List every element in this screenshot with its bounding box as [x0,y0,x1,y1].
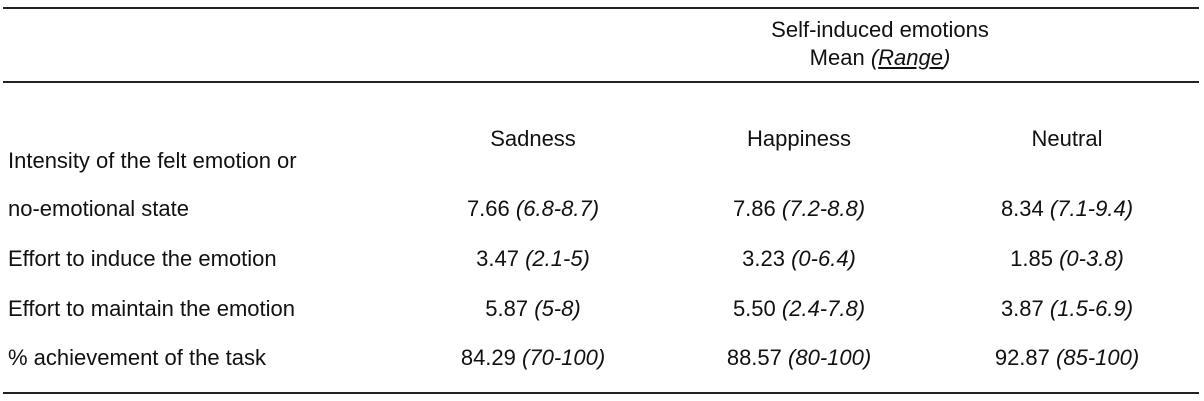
row-label: Effort to induce the emotion [8,246,277,271]
column-group-subtitle: Mean (Range) [809,45,951,70]
table-cell: 88.57 (80-100) [726,345,872,370]
table-cell: 3.47 (2.1-5) [476,246,590,271]
table-cell: 3.23 (0-6.4) [742,246,856,271]
table-cell: 7.86 (7.2-8.8) [732,196,866,221]
header-rule [3,81,1199,83]
range-word: Range [878,45,943,70]
row-label: % achievement of the task [8,345,267,370]
column-header-happiness: Happiness [747,126,851,151]
column-header-sadness: Sadness [490,126,576,151]
table-cell: 3.87 (1.5-6.9) [1000,296,1134,321]
table-cell: 1.85 (0-3.8) [1010,246,1124,271]
table-bottom-rule [3,392,1199,394]
table-cell: 5.50 (2.4-7.8) [732,296,866,321]
table-cell: 92.87 (85-100) [994,345,1140,370]
table-cell: 7.66 (6.8-8.7) [466,196,600,221]
row-label: Effort to maintain the emotion [8,296,295,321]
column-header-neutral: Neutral [1031,126,1103,151]
mean-word: Mean [809,45,865,70]
column-group-title: Self-induced emotions [771,17,989,42]
row-label: Intensity of the felt emotion or [8,148,297,173]
table-cell: 5.87 (5-8) [485,296,581,321]
table-top-rule [3,7,1199,9]
row-label-continued: no-emotional state [8,196,189,221]
table-cell: 8.34 (7.1-9.4) [1000,196,1134,221]
table-cell: 84.29 (70-100) [460,345,606,370]
